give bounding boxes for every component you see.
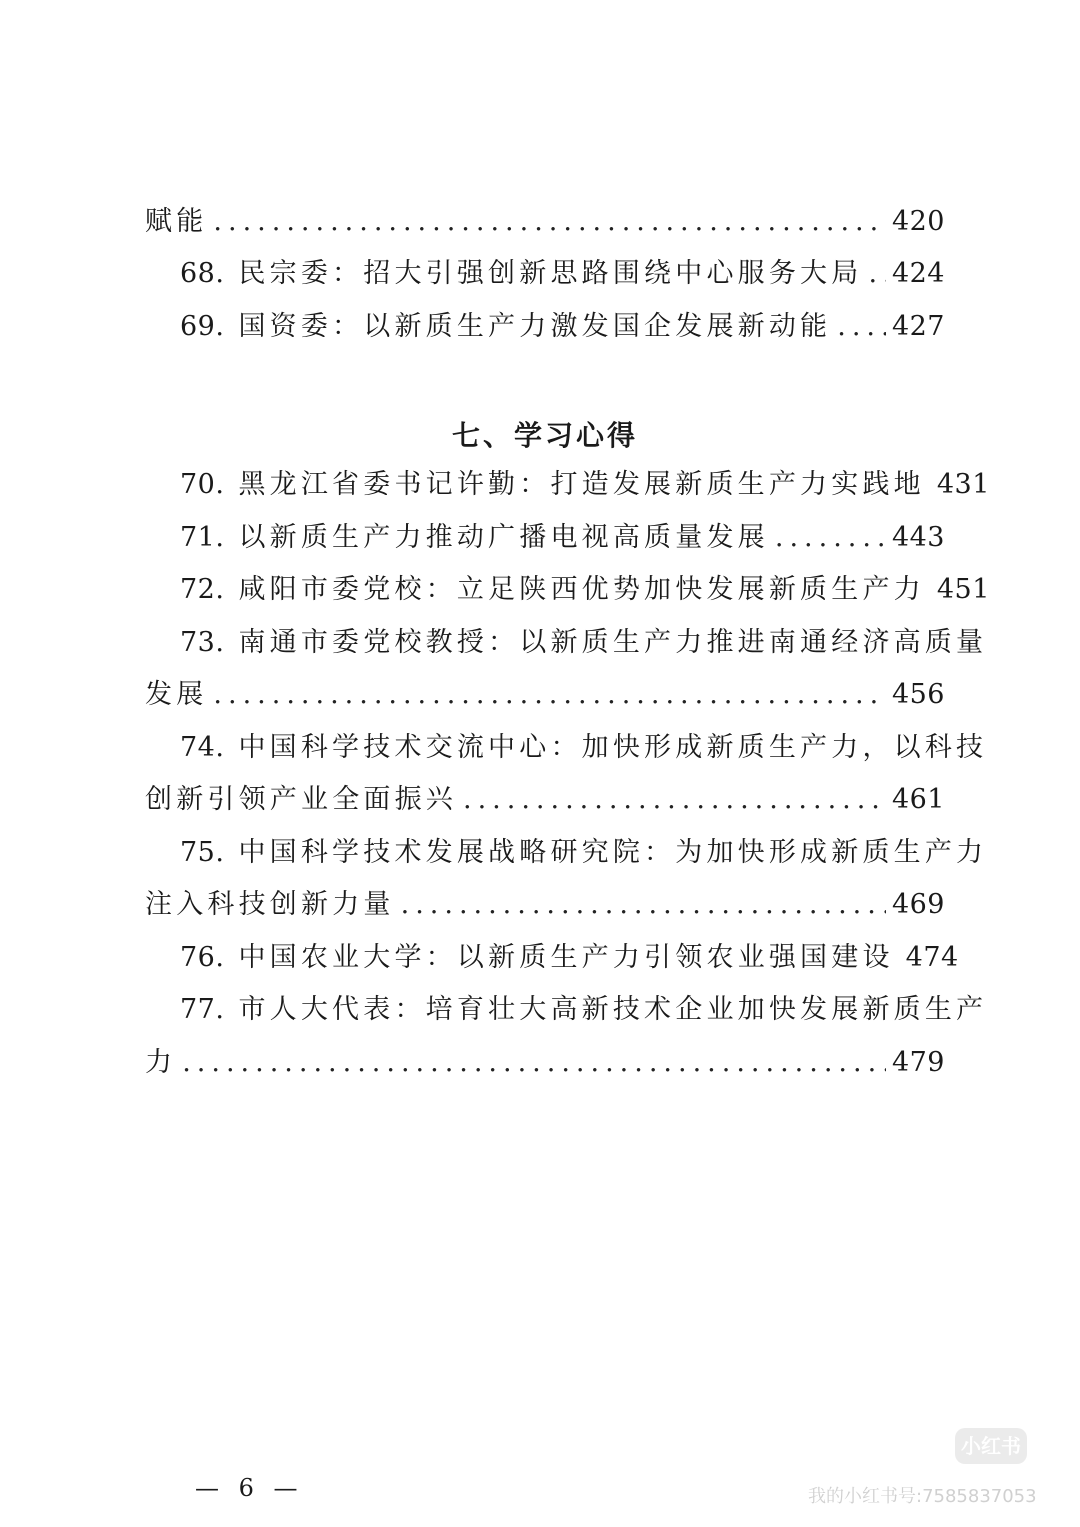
toc-page-number: 461 <box>891 784 945 815</box>
toc-entry-number: 68. <box>180 258 225 289</box>
watermark-text: 我的小红书号:7585837053 <box>808 1486 1037 1507</box>
toc-entry-text: 黑龙江省委书记许勤：打造发展新质生产力实践地 <box>238 469 925 500</box>
toc-line <box>145 1043 945 1083</box>
toc-entry-text: 创新引领产业全面振兴 <box>145 784 457 815</box>
toc-entry-number: 72. <box>180 574 225 605</box>
toc-entry-number: 70. <box>180 469 225 500</box>
toc-leader-dots <box>775 518 886 558</box>
toc-page-number: 474 <box>905 942 959 973</box>
toc-entry-number: 76. <box>180 942 225 973</box>
toc-entry-text: 中国科学技术交流中心：加快形成新质生产力，以科技 <box>238 732 988 763</box>
toc-page-number: 424 <box>891 258 945 289</box>
toc-line <box>145 254 945 294</box>
toc-line <box>145 938 959 978</box>
watermark-logo: 小红书 <box>955 1428 1027 1464</box>
toc-line <box>145 675 945 715</box>
toc-entry-number: 69. <box>180 311 225 342</box>
toc-page-number: 469 <box>891 889 945 920</box>
toc-entry-number: 74. <box>180 732 225 763</box>
toc-entry-text: 市人大代表：培育壮大高新技术企业加快发展新质生产 <box>238 994 988 1025</box>
toc-leader-dots <box>463 780 886 820</box>
toc-line <box>145 623 988 663</box>
toc-page-number: 456 <box>891 679 945 710</box>
toc-entry-text: 中国农业大学：以新质生产力引领农业强国建设 <box>238 942 894 973</box>
section-heading: 七、学习心得 <box>451 419 638 452</box>
toc-entry-number: 77. <box>180 994 225 1025</box>
toc-page-number: 420 <box>891 206 945 237</box>
toc-line <box>145 570 990 610</box>
toc-entry-text: 力 <box>145 1047 177 1078</box>
toc-entry-text: 南通市委党校教授：以新质生产力推进南通经济高质量 <box>238 627 988 658</box>
toc-entry-text: 咸阳市委党校：立足陕西优势加快发展新质生产力 <box>238 574 925 605</box>
toc-leader-dots <box>213 675 886 715</box>
toc-entry-number: 73. <box>180 627 225 658</box>
page-footer-number: — 6 — <box>195 1474 304 1502</box>
toc-line <box>145 780 945 820</box>
toc-page-number: 479 <box>891 1047 945 1078</box>
toc-entry-text: 民宗委：招大引强创新思路围绕中心服务大局 <box>238 258 863 289</box>
toc-leader-dots <box>868 254 886 294</box>
toc-line <box>145 885 945 925</box>
toc-line <box>145 728 988 768</box>
toc-entry-number: 75. <box>180 837 225 868</box>
toc-line <box>145 465 990 505</box>
toc-entry-text: 赋能 <box>145 206 208 237</box>
toc-line <box>145 202 945 242</box>
toc-page-number: 451 <box>936 574 990 605</box>
toc-entry-text: 中国科学技术发展战略研究院：为加快形成新质生产力 <box>238 837 988 868</box>
toc-line <box>145 307 945 347</box>
toc-entry-text: 发展 <box>145 679 208 710</box>
toc-leader-dots <box>182 1043 886 1083</box>
toc-page-number: 443 <box>891 522 945 553</box>
toc-leader-dots <box>213 202 886 242</box>
toc-leader-dots <box>837 307 886 347</box>
toc-entry-text: 国资委：以新质生产力激发国企发展新动能 <box>238 311 832 342</box>
toc-entry-text: 注入科技创新力量 <box>145 889 395 920</box>
toc-leader-dots <box>401 885 886 925</box>
toc-page-number: 431 <box>936 469 990 500</box>
toc-entry-number: 71. <box>180 522 225 553</box>
toc-line <box>145 833 988 873</box>
toc-page-number: 427 <box>891 311 945 342</box>
toc-line <box>145 518 945 558</box>
toc-line <box>145 990 988 1030</box>
toc-entry-text: 以新质生产力推动广播电视高质量发展 <box>238 522 769 553</box>
